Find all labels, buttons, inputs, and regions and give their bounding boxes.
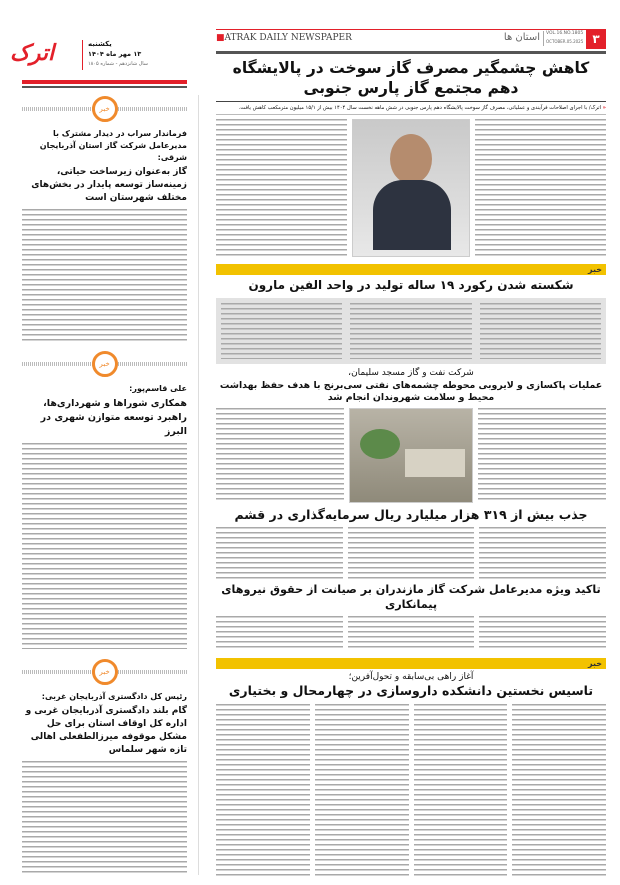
paper-name: ■ATRAK DAILY NEWSPAPER: [216, 33, 352, 43]
lead-text-right: [475, 119, 606, 257]
sidebar: [22, 90, 187, 878]
khabar-badge: خبر: [92, 351, 118, 377]
story2-headline: شکسته شدن رکورد ۱۹ ساله تولید در واحد الفین مارون: [248, 278, 574, 293]
khabar-badge: خبر: [92, 96, 118, 122]
story5-body: [216, 616, 606, 651]
sidebar-story1-body: [22, 209, 187, 341]
khabar-badge: خبر: [92, 659, 118, 685]
sidebar-story2-body: [22, 443, 187, 650]
story6-headline: تاسیس نخستین دانشکده داروسازی در چهارمحال و بختیاری: [228, 683, 594, 699]
khabar-label: خبر: [587, 658, 602, 668]
khabar-bar: [216, 658, 606, 669]
masthead-date: ۱۳ مهر ماه ۱۴۰۴: [88, 50, 142, 58]
lead-body: [216, 119, 606, 257]
story3-photo-truck: [349, 408, 473, 503]
sidebar-story1-headline: گاز به‌عنوان زیرساخت حیاتی، زمینه‌ساز توسعه پایدار در بخش‌های مختلف شهرستان است: [31, 167, 187, 203]
story3-kicker: شرکت نفت و گاز مسجد سلیمان،: [348, 367, 474, 378]
khabar-label: خبر: [587, 265, 602, 275]
sidebar-story2-kicker: علی قاسم‌پور:: [129, 383, 187, 393]
story4-headline: جذب بیش از ۳۱۹ هزار میلیارد ریال سرمایه‌گذاری در قشم: [234, 506, 588, 522]
story2-box: [216, 298, 606, 364]
main-column: [216, 58, 606, 880]
lead-photo-person: [352, 119, 470, 257]
masthead-issue: سال شانزدهم - شماره ۱۸۰۵: [88, 61, 148, 67]
story5-headline: تاکید ویژه مدیرعامل شرکت گاز مازندران بر صیانت از حقوق نیروهای پیمانکاری: [221, 582, 601, 611]
sidebar-story3-headline: گام بلند دادگستری آذربایجان غربی و اداره کل اوقاف استان برای حل مشکل موقوفه میرزالطفعلی اهالی تازه شهر سلماس: [25, 706, 187, 756]
masthead-day: یکشنبه: [88, 40, 112, 48]
story3-body: [216, 408, 606, 503]
lead-paragraph: « اترک/ با اجرای اصلاحات فرآیندی و عملیاتی، مصرف گاز سوخت پالایشگاه دهم پارس جنوبی در شش ماهه نخست سال ۱۴۰۴ بیش از ۱۵/۱ میلیون مترمکعب کاهش یافت.: [238, 105, 606, 112]
story4-body: [216, 527, 606, 579]
lead-text-left: [216, 119, 347, 257]
vol-number: VOL.16.NO.1805: [546, 31, 584, 36]
masthead-stripe: [22, 80, 187, 84]
lead-headline: کاهش چشمگیر مصرف گاز سوخت در پالایشگاه دهم مجتمع گاز پارس جنوبی: [232, 59, 590, 98]
masthead: [10, 40, 190, 75]
logo: اترک: [10, 40, 55, 66]
date-en: OCTOBER.05.2025: [546, 39, 584, 44]
section-title: استان ها: [503, 32, 540, 43]
story6-body: [216, 704, 606, 877]
story6-kicker: آغاز راهی بی‌سابقه و تحول‌آفرین؛: [348, 671, 474, 682]
sidebar-story3-body: [22, 761, 187, 874]
story3-headline: عملیات پاکسازی و لایروبی محوطه چشمه‌های نفتی سی‌برنج با هدف حفظ بهداشت محیط و سلامت شهروندان انجام شد: [219, 379, 603, 403]
sidebar-story1-kicker: فرماندار سراب در دیدار مشترک با مدیرعامل شرکت گاز استان آذربایجان شرقی:: [39, 129, 187, 162]
page-number: ۳: [586, 29, 606, 49]
khabar-bar: [216, 264, 606, 275]
sidebar-story2-headline: همکاری شوراها و شهرداری‌ها، راهبرد توسعه متوازن شهری در البرز: [40, 397, 187, 437]
sidebar-story3-kicker: رئیس کل دادگستری آذربایجان غربی:: [41, 692, 187, 702]
